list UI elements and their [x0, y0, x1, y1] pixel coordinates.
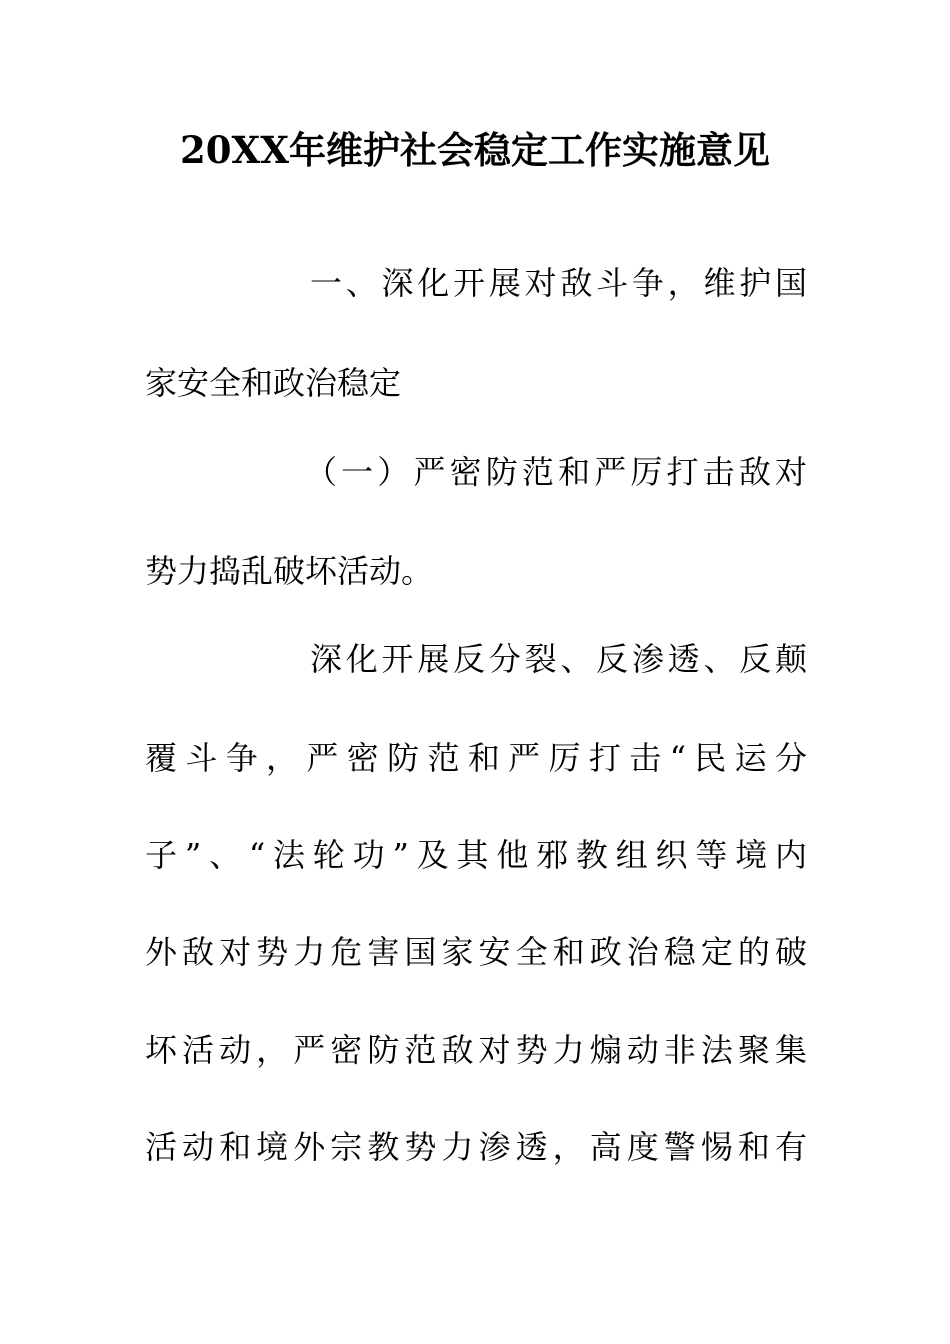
subheading-line-2: 势力捣乱破坏活动。 — [145, 552, 434, 590]
heading-line-1: 一、深化开展对敌斗争，维护国 — [310, 264, 807, 302]
paragraph-line-5: 坏活动，严密防范敌对势力煽动非法聚集 — [145, 1031, 807, 1069]
document-title: 20XX年维护社会稳定工作实施意见 — [180, 128, 770, 172]
paragraph-line-3: 子”、“法轮功”及其他邪教组织等境内 — [145, 836, 807, 874]
paragraph-line-1: 深化开展反分裂、反渗透、反颠 — [310, 640, 807, 678]
paragraph-line-4: 外敌对势力危害国家安全和政治稳定的破 — [145, 933, 807, 971]
paragraph-line-6: 活动和境外宗教势力渗透，高度警惕和有 — [145, 1128, 807, 1166]
subheading-line-1: （一）严密防范和严厉打击敌对 — [305, 453, 807, 491]
heading-line-2: 家安全和政治稳定 — [145, 364, 402, 402]
paragraph-line-2: 覆斗争，严密防范和严厉打击“民运分 — [145, 739, 807, 777]
